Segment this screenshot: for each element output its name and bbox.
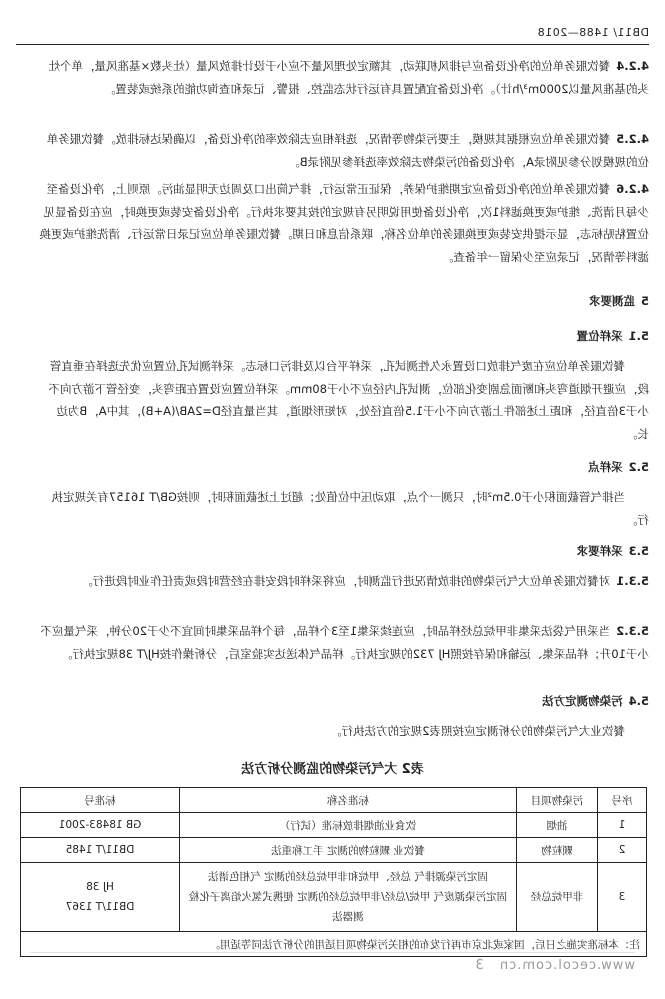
heading-title: 采样点 (588, 460, 623, 474)
document-header-id: DB11/ 1488—2018 (537, 26, 649, 39)
clause-text: 对餐饮服务单位大气污染物的排放情况进行监测时，应将采样时段安排在经营时段或责任作业时段进行。 (81, 574, 611, 588)
section-5-3-1 (38, 570, 649, 593)
clause-number: 5.3.2 (616, 624, 649, 638)
heading-title: 污染物测定方法 (542, 694, 623, 708)
section-5-1-heading (38, 325, 649, 348)
section-number: 4.2.6 (616, 182, 649, 196)
cell-code: GB 18483-2001 (21, 813, 180, 838)
methods-table (20, 787, 647, 957)
section-text: 餐饮服务单位应根据其规模，主要污染物等情况，选择相应去除效率的净化设备，以确保达标排放。餐饮服务单位的规模划分参见附录A，净化设备的污染物去除效率选择参见附录B。 (46, 132, 649, 169)
section-text: 餐饮服务单位的净化设备应定期维护保养，保证正常运行，排气筒出口及周边无明显油污。原则上，净化设备至少每月清洗、维护或更换滤料1次，净化设备使用说明另有规定的按其要求执行。净化设备安装或更换时，应在设备显见位置粘贴标志，显示提供安装或更换服务的单位名称，联系信息和日期。餐饮服务单位应记录日常运行、清洗维护或更换滤料等情况，记录应至少保留一年备查。 (39, 182, 649, 264)
standard-name-1: 固定污染源排气 总烃、甲烷和非甲烷总烃的测定 气相色谱法 (208, 871, 488, 883)
section-4-2-5 (38, 128, 649, 173)
footer-site: www.cecol.com.cn (498, 958, 635, 973)
section-5-4-text: 餐饮业大气污染物的分析测定应按照表2规定的方法执行。 (330, 724, 625, 738)
heading-title: 监测要求 (588, 294, 635, 308)
section-number: 4.2.4 (616, 59, 649, 73)
cell-item: 油烟 (517, 813, 598, 838)
clause-number: 5.3.1 (616, 574, 649, 588)
heading-number: 5.1 (628, 329, 649, 343)
header-name: 标准名称 (180, 788, 517, 813)
header-item: 污染物项目 (517, 788, 598, 813)
heading-number: 5.3 (628, 544, 649, 558)
section-number: 4.2.5 (616, 132, 649, 146)
section-5-heading (38, 290, 649, 313)
section-5-4-heading (38, 690, 649, 713)
section-4-2-4 (38, 55, 649, 100)
header-code: 标准号 (21, 788, 180, 813)
header-rule (16, 44, 649, 45)
standard-code-2: DB11/T 1367 (65, 901, 135, 913)
cell-no: 1 (598, 813, 647, 838)
heading-title: 采样要求 (576, 544, 623, 558)
standard-code-1: HJ 38 (86, 881, 114, 893)
cell-item: 颗粒物 (517, 838, 598, 863)
footer-watermark (474, 958, 635, 973)
heading-title: 采样位置 (576, 329, 623, 343)
table-row (21, 813, 647, 838)
clause-text: 当采用气袋法采集非甲烷总烃样品时，应连续采集1至3个样品，每个样品采集时间宜不少于20分钟，采气量应不小于10升；样品采集、运输和保存按照HJ 732的规定执行。样品气体送达实验室后，分析操作按HJ/T 38规定执行。 (40, 624, 649, 661)
cell-no: 3 (598, 863, 647, 932)
table-row (21, 863, 647, 932)
table-caption: 表2 大气污染物的监测分析方法 (241, 762, 424, 777)
footer-rule (30, 952, 635, 953)
cell-name (180, 863, 517, 932)
section-5-1-text: 餐饮服务单位应在废气排放口设置永久性测试孔，采样平台以及排污口标志。采样测试孔位置应优先选择在垂直管段，应避开烟道弯头和断面急剧变化部位，测试孔内径应不小于80mm。采样位置应设置在距弯头，变径管下游方向不小于3倍直径，和距上述部件上游方向不小于1.5倍直径处，对矩形烟道，其当量直径D=2AB/(A+B)，其中A，B为边长。 (48, 359, 649, 441)
heading-number: 5.4 (628, 694, 649, 708)
cell-code: DB11/T 1485 (21, 838, 180, 863)
cell-name: 饮食业油烟排放标准（试行） (180, 813, 517, 838)
section-text: 餐饮服务单位的净化设备应与排风机联动，其额定处理风量不应小于设计排放风量（灶头数×基准风量，单个灶头的基准风量以2000m³/h计）。净化设备宜配置具有运行状态监控、报警、记录和查询功能的系统或装置。 (48, 59, 649, 96)
page-number: 3 (474, 958, 484, 973)
heading-number: 5 (640, 294, 649, 308)
cell-item: 非甲烷总烃 (517, 863, 598, 932)
table-note: 注：本标准实施之日后，国家或北京市再行发布的相关污染物项目适用的分析方法同等适用。 (21, 932, 647, 957)
cell-name: 餐饮业 颗粒物的测定 手工称重法 (180, 838, 517, 863)
cell-code (21, 863, 180, 932)
cell-no: 2 (598, 838, 647, 863)
header-no: 序号 (598, 788, 647, 813)
standard-name-2: 固定污染源废气 甲烷/总烃/非甲烷总烃的测定 便携式氢火焰离子化检测器法 (188, 891, 508, 923)
section-5-2-text: 当排气管截面积小于0.5m²时，只测一个点，取动压中位值处；超过上述截面积时，则按GB/T 16157有关规定执行。 (51, 490, 649, 527)
section-5-3-2 (38, 620, 649, 665)
section-5-2-heading (38, 456, 649, 479)
table-row (21, 838, 647, 863)
table-header-row (21, 788, 647, 813)
heading-number: 5.2 (628, 460, 649, 474)
section-4-2-6 (38, 178, 649, 268)
section-5-3-heading (38, 540, 649, 563)
